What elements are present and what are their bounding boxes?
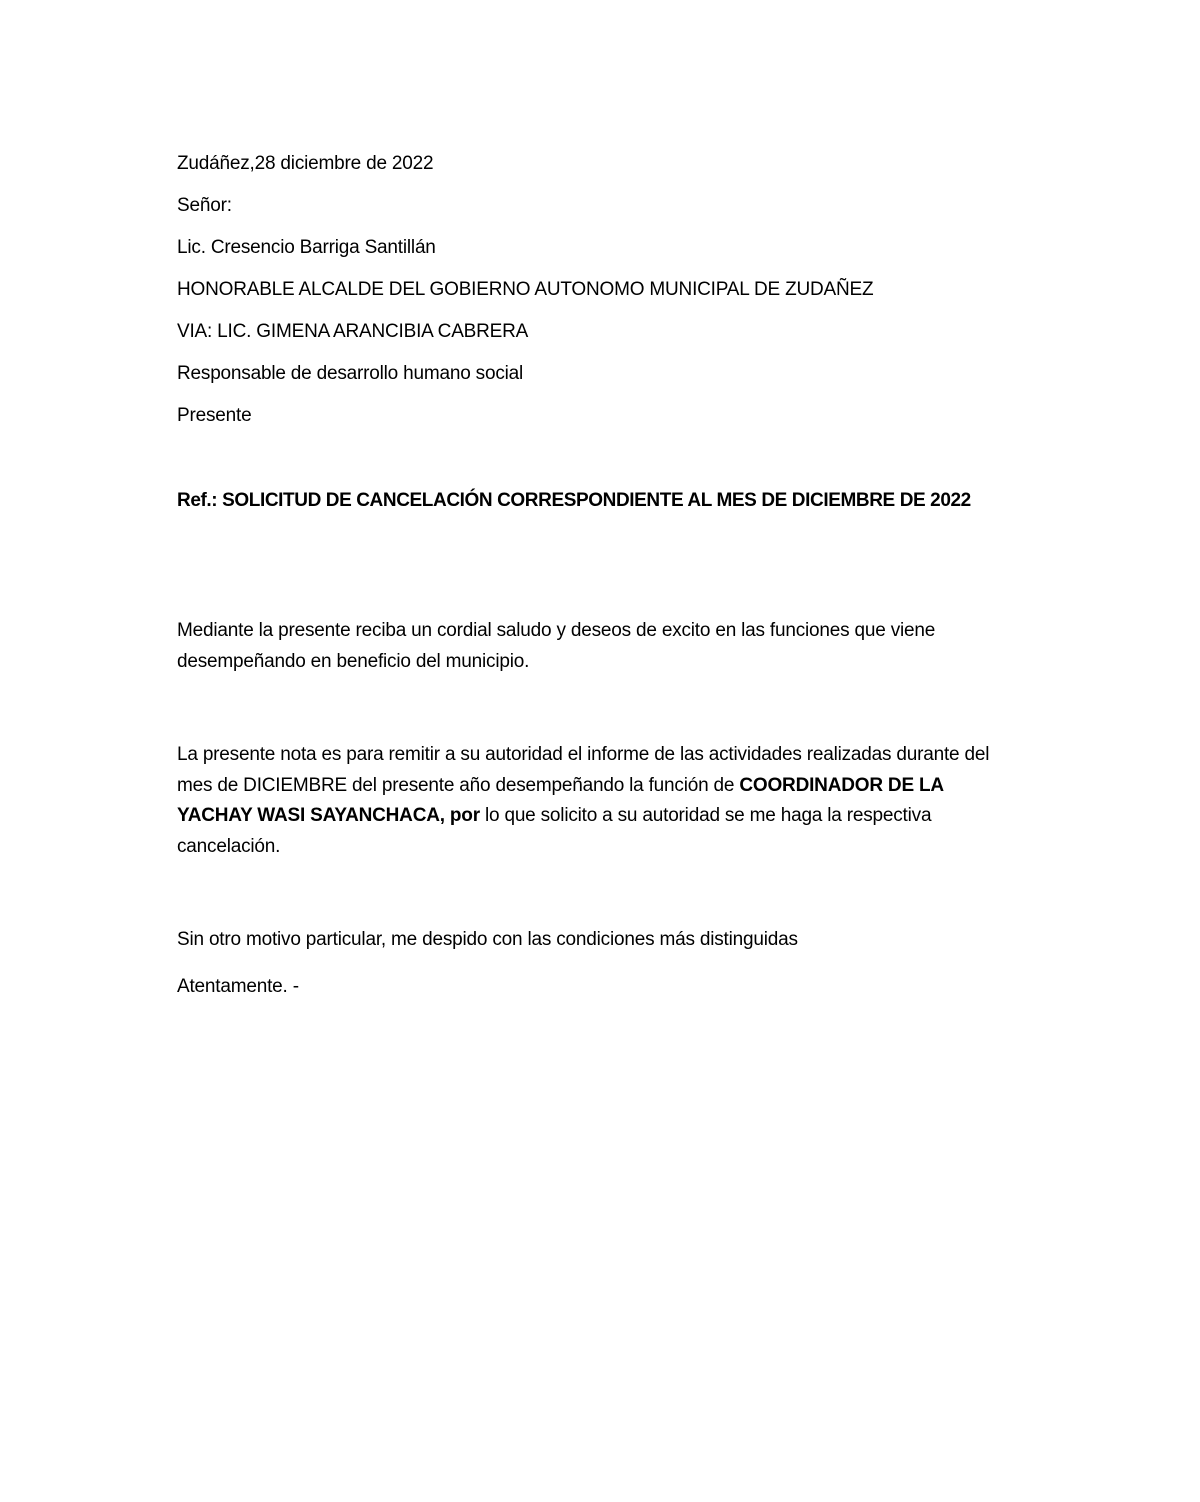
signoff-line: Atentamente. - (177, 976, 299, 997)
reference-line: Ref.: SOLICITUD DE CANCELACIÓN CORRESPONDIENTE AL MES DE DICIEMBRE DE 2022 (177, 490, 971, 511)
salutation: Señor: (177, 195, 232, 216)
place-date: Zudáñez,28 diciembre de 2022 (177, 153, 434, 174)
paragraph-request-bold: COORDINADOR DE LA YACHAY WASI SAYANCHACA, por (177, 774, 944, 826)
via-role: Responsable de desarrollo humano social (177, 363, 524, 384)
paragraph-greeting: Mediante la presente reciba un cordial saludo y deseos de excito en las funciones que viene desempeñando en beneficio del municipio. (177, 620, 936, 672)
recipient-name: Lic. Cresencio Barriga Santillán (177, 237, 436, 258)
paragraph-request (177, 740, 1017, 862)
paragraph-request-part1: La presente nota es para remitir a su autoridad el informe de las actividades realizadas durante del mes de DICIEMBRE del presente año desempeñando la función de (177, 744, 990, 796)
recipient-title: HONORABLE ALCALDE DEL GOBIERNO AUTONOMO MUNICIPAL DE ZUDAÑEZ (177, 279, 874, 300)
via-line: VIA: LIC. GIMENA ARANCIBIA CABRERA (177, 321, 529, 342)
closing-line: Sin otro motivo particular, me despido con las condiciones más distinguidas (177, 929, 798, 950)
presente-line: Presente (177, 405, 252, 426)
paragraph-request-part2: lo que solicito a su autoridad se me haga la respectiva cancelación. (177, 805, 932, 857)
